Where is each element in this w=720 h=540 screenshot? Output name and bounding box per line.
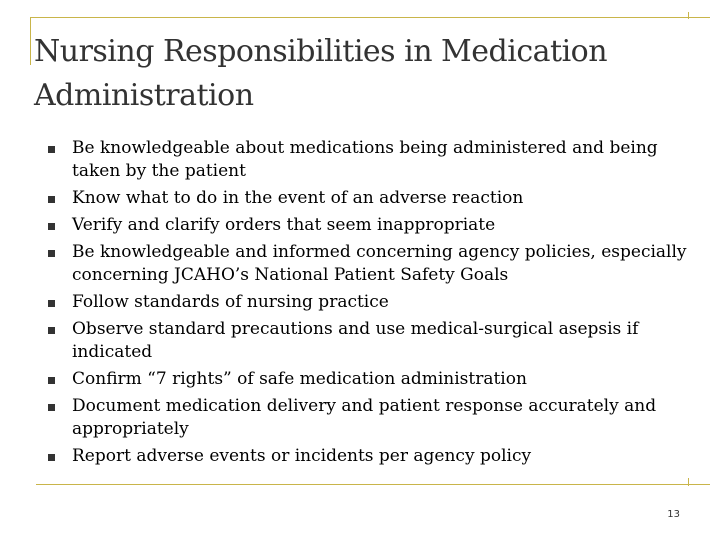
square-bullet-icon — [48, 404, 55, 411]
square-bullet-icon — [48, 250, 55, 257]
frame-bottom-tick — [688, 478, 689, 486]
list-item — [48, 445, 688, 468]
list-item-text: Verify and clarify orders that seem inappropriate — [72, 215, 496, 235]
list-item-text: Follow standards of nursing practice — [72, 292, 389, 312]
list-item — [48, 291, 688, 314]
list-item — [48, 318, 688, 364]
square-bullet-icon — [48, 454, 55, 461]
list-item — [48, 241, 688, 287]
list-item-text: Know what to do in the event of an adverse reaction — [72, 188, 524, 208]
list-item — [48, 214, 688, 237]
list-item-text: Confirm “7 rights” of safe medication administration — [72, 369, 527, 389]
bullet-list — [48, 137, 688, 472]
list-item — [48, 187, 688, 210]
square-bullet-icon — [48, 327, 55, 334]
list-item-text: Report adverse events or incidents per agency policy — [72, 446, 532, 466]
square-bullet-icon — [48, 223, 55, 230]
frame-left-line — [30, 17, 31, 65]
list-item — [48, 368, 688, 391]
square-bullet-icon — [48, 146, 55, 153]
list-item-text: Document medication delivery and patient response accurately and appropriately — [72, 396, 657, 439]
page-number: 13 — [667, 509, 680, 520]
list-item-text: Observe standard precautions and use medical-surgical asepsis if indicated — [72, 319, 639, 362]
list-item-text: Be knowledgeable and informed concerning agency policies, especially concerning JCAHO’s National Patient Safety Goals — [72, 242, 687, 285]
frame-top-tick — [688, 12, 689, 19]
square-bullet-icon — [48, 300, 55, 307]
square-bullet-icon — [48, 377, 55, 384]
list-item — [48, 395, 688, 441]
slide-title: Nursing Responsibilities in Medication Administration — [34, 34, 608, 113]
frame-bottom-line — [36, 484, 710, 485]
list-item-text: Be knowledgeable about medications being administered and being taken by the patient — [72, 138, 658, 181]
list-item — [48, 137, 688, 183]
square-bullet-icon — [48, 196, 55, 203]
frame-top-line — [30, 17, 710, 18]
